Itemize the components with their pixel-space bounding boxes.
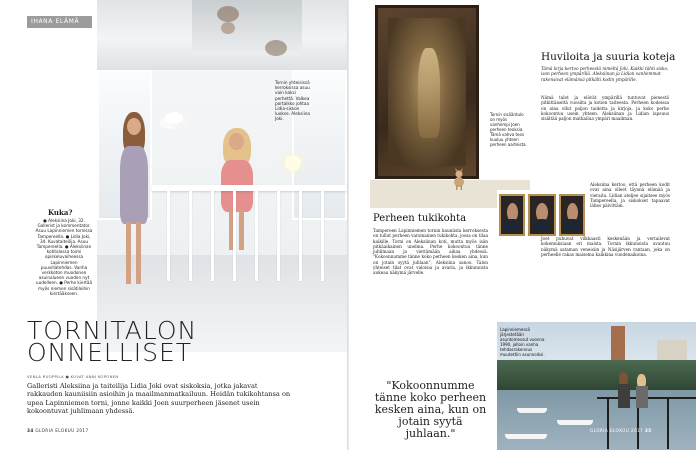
person-leg [126,222,131,284]
portrait-frame [499,194,525,236]
person-lidia [217,128,259,258]
person-dress [120,146,148,224]
orchid-flower [165,112,183,124]
railing-baluster [167,191,170,281]
railing-baluster [211,191,214,281]
boat [517,408,547,413]
railing-post [667,399,669,449]
person-aleksiina [115,112,155,292]
section-tab: IHANA ELÄMÄ [27,16,92,28]
headline-line-1: TORNITALON [27,316,198,345]
harbour-person [617,372,631,422]
headline-line-2: ONNELLISET [27,338,193,367]
person-face [127,118,141,135]
painting-figure [418,48,440,138]
person-dress [618,384,630,408]
railing-post [607,399,609,449]
folio-left [27,428,89,433]
stair-railing [152,185,347,191]
ingress: Tämä kirja kertoo perheestä nimeltä Joki. Kaikki tähti sisko, ison perheen ympärillä. Aleksiinan ja Lidian vanhemmat rakensivat elämänsä pitkälti kodin ympärille. [541,66,669,82]
portrait-suit [534,219,551,232]
railing-baluster [321,191,324,281]
painting-photo [370,0,530,208]
pull-quote: "Kokoonnumme tänne koko perheen kesken aina, kun on jotain syytä juhlaan." [374,379,487,440]
portrait-frame [559,194,585,236]
person-leg [136,222,141,284]
folio-page-number: 34 [27,428,34,433]
harbour-person [635,374,649,422]
portrait-frame [528,194,556,236]
family-portraits-photo [497,190,587,240]
folio-magazine: GLORIA ELOKUU 2017 [35,428,89,433]
globe-lamp [285,155,301,171]
person-face [229,133,244,150]
body-column-right-3: Joet puhuvat vilkkaasti keskenään ja vertailevat kokemuksiaan eri maista. Tornin ikkunoista avautuu näkymä sataman veneisiin ja Näsijärven rantaan, joka on perheelle rakas maisema kaikkina vuodenaikoina. [541,236,670,257]
folio-page-number: 35 [644,428,652,433]
heading-huvilat: Huviloita ja suuria koteja [541,51,676,63]
byline: VENLA RUOPPILA ● KUVAT ANNI KOPONEN [27,374,119,379]
lead-paragraph: Galleristi Aleksiina ja taiteilija Lidia Joki ovat siskoksia, jotka jakavat rakkauden kauniisiin asioihin ja maailmanmatkailuun. Heidän tukikohtansa on upea Lapinniemen torni, jonne kaikki Joen suurperheen jäsenet usein kokoontuvat juhlimaan yhdessä. [27,382,291,416]
railing-baluster [255,191,258,281]
page-gutter [347,0,349,450]
dog-figure [450,168,468,190]
body-column-right-2: Aleksiina kertoo, että perheen kodit ovat aina olleet täynnä elämää ja vieraita. Lidian ateljee sijaitsee myös Tampereella, ja siskokset tapaavat lähes päivittäin. [590,182,670,209]
body-column-right: Nämä talot ja elävät ympärillä tuntuvat pienestä pitkittäiseltä vuosilta ja kotien taiteesta. Perheen kodeissa on aina ollut paljon taidetta ja kirjoja, ja koko perhe kokoontuu usein yhteen. Aleksiinan ja Lidian lapsuus sisältää paljon matkailua ympäri maailman. [541,95,669,122]
stair-caption: Tornin yhteisissä kerroksissa asuu vain kaksi perhettä. Valkea portaikko johtaa Lidia-siskon luokse. Aleksiina Joki. [275,80,310,122]
portrait-suit [564,219,579,232]
railing-baluster [233,191,236,281]
reflection-face [221,22,235,34]
heading-tukikohta: Perheen tukikohta [373,213,467,224]
headline [27,316,198,367]
boat [505,434,547,439]
railing-baluster [189,191,192,281]
person-dress [636,386,648,408]
reflection-hair [217,6,239,22]
portrait-suit [504,219,519,232]
folio-right [590,428,652,433]
person-leg [239,210,244,250]
painting-caption: Tornin sisääntulo on myös vanhempi Joen perheen teoksia. Tämä vahva teos kuuluu yhteen perheen aarteista. [490,112,527,147]
body-column-middle: Tampereen Lapinniemen tornin kauniista kerroksesta on tullut perheen varsinainen tukikohta, jossa on tilaa kaikille. Torni on Aleksiinan koti, mutta myös isän pitkäaikainen unelma. Perhe kokoontuu tänne juhlimaan ja viettämään aikaa yhdessä. "Kokoonnumme tänne koko perheen kesken aina, kun on jotain syytä juhlaan", Aleksiina sanoo. Talon yhteiset tilat ovat valoisia ja avaria, ja ikkunoista aukeaa näkymä järvelle. [373,228,488,276]
kuka-body: ● Aleksiina Joki, 32. Gallerist ja kommentator. Asuu Lapinniemen tornissa Tampereella. ● Lidia Joki, 34. Kuvataiteilija. Asuu Tampereella. ● Aleksiinan kotitalossa toimi opiskeluvaiheessa Lapinniemen puuvillatehdas. Vanha verkkoton muodonen asuinalueen vuoden nyt uudelleen. ● Perhe kiertää myös niemen sisätiloihin kiertääkseen. [35,218,93,296]
boat [557,420,593,425]
harbour-caption: Lapinniemessä järjestetään asuntomessut vuonna 1990, jolloin vanha tehdasrakennus muutettiin asunnoiksi. [500,327,545,357]
reflection-hair [265,40,287,56]
railing-baluster [299,191,302,281]
painting-canvas [388,18,466,166]
hero-photo [97,0,347,352]
kuka-title: Kuka? [48,208,73,217]
painting-frame [375,5,479,179]
railing-baluster [277,191,280,281]
folio-magazine: GLORIA ELOKUU 2017 [590,428,644,433]
harbour-treeline [497,360,696,390]
